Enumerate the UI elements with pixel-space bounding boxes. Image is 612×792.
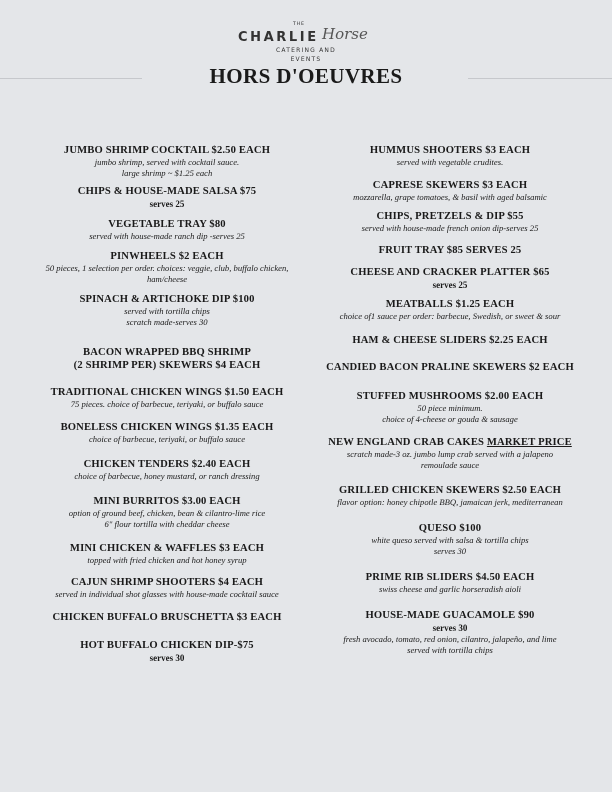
menu-item-name: CHICKEN TENDERS $2.40 EACH [83, 459, 251, 470]
menu-item-name: STUFFED MUSHROOMS $2.00 EACH [356, 391, 544, 402]
menu-item [298, 144, 602, 168]
menu-item-desc: choice of 4-cheese or gouda & sausage [382, 414, 518, 424]
menu-item-name: PINWHEELS $2 EACH [110, 251, 224, 262]
logo-charlie: CHARLIE [238, 30, 319, 45]
menu-item-name: GRILLED CHICKEN SKEWERS $2.50 EACH [338, 485, 562, 496]
menu-item [298, 484, 602, 508]
menu-item-name: CAJUN SHRIMP SHOOTERS $4 EACH [70, 577, 264, 588]
menu-item-name: QUESO $100 [418, 523, 482, 534]
menu-item-name: CHIPS & HOUSE-MADE SALSA $75 [77, 186, 257, 197]
menu-item [298, 571, 602, 595]
menu-item-desc: served in individual shot glasses with house-made cocktail sauce [55, 589, 279, 599]
menu-item-name: MEATBALLS $1.25 EACH [385, 299, 515, 310]
menu-item-desc: remoulade sauce [420, 460, 480, 470]
menu-item-name: MINI CHICKEN & WAFFLES $3 EACH [69, 543, 265, 554]
menu-item-desc: choice of barbecue, honey mustard, or ranch dressing [74, 471, 260, 481]
menu-item [298, 609, 602, 656]
menu-item [298, 298, 602, 322]
menu-item-serves: serves 30 [432, 623, 468, 633]
menu-item [4, 495, 330, 530]
menu-item [298, 179, 602, 203]
menu-item-name-line2: (2 SHRIMP PER) SKEWERS $4 EACH [73, 360, 261, 371]
menu-item [298, 361, 602, 374]
menu-item-desc: 6" flour tortilla with cheddar cheese [104, 519, 230, 529]
menu-item-desc: served with vegetable crudites. [396, 157, 504, 167]
logo-catering: CATERING AND [276, 47, 336, 54]
menu-item-desc: choice of barbecue, teriyaki, or buffalo sauce [88, 434, 246, 444]
menu-item-desc: serves 30 [433, 546, 467, 556]
menu-item-desc: ham/cheese [146, 274, 188, 284]
logo-horse-script: Horse [322, 25, 368, 43]
menu-item-desc: scratch made-serves 30 [126, 317, 208, 327]
menu-item-serves: serves 25 [149, 199, 185, 209]
menu-item [4, 250, 330, 285]
menu-item-desc: 50 piece minimum. [417, 403, 483, 413]
menu-item-name: TRADITIONAL CHICKEN WINGS $1.50 EACH [50, 387, 284, 398]
menu-item [298, 390, 602, 425]
menu-column-left [4, 144, 330, 672]
menu-item-name: FRUIT TRAY $85 SERVES 25 [378, 245, 522, 256]
menu-item-desc: served with house-made french onion dip-serves 25 [361, 223, 539, 233]
menu-item [298, 244, 602, 257]
menu-item-desc: option of ground beef, chicken, bean & cilantro-lime rice [68, 508, 266, 518]
menu-item [298, 266, 602, 291]
menu-item-name: HOT BUFFALO CHICKEN DIP-$75 [80, 640, 254, 651]
menu-item-name: CHIPS, PRETZELS & DIP $55 [376, 211, 524, 222]
menu-item-desc: served with tortilla chips [124, 306, 210, 316]
page-title: HORS D'OEUVRES [209, 64, 403, 88]
menu-item-name: MINI BURRITOS $3.00 EACH [93, 496, 241, 507]
menu-item-name: HUMMUS SHOOTERS $3 EACH [369, 145, 531, 156]
menu-item-name: CHEESE AND CRACKER PLATTER $65 [350, 267, 550, 278]
menu-item-desc: topped with fried chicken and hot honey syrup [87, 555, 247, 565]
menu-item [4, 293, 330, 328]
menu-item [4, 576, 330, 600]
menu-item-desc: choice of1 sauce per order: barbecue, Swedish, or sweet & sour [339, 311, 561, 321]
logo [0, 20, 612, 70]
menu-item-desc: flavor option: honey chipotle BBQ, jamaican jerk, mediterranean [337, 497, 563, 507]
menu-item [4, 542, 330, 566]
menu-item-name: CANDIED BACON PRALINE SKEWERS $2 EACH [326, 362, 574, 373]
menu-item-name: HAM & CHEESE SLIDERS $2.25 EACH [352, 335, 548, 346]
menu-column-right [298, 144, 602, 664]
menu-item-desc: mozzarella, grape tomatoes, & basil with aged balsamic [353, 192, 547, 202]
menu-item [4, 458, 330, 482]
menu-item [298, 210, 602, 234]
menu-item-desc: fresh avocado, tomato, red onion, cilantro, jalapeño, and lime [343, 634, 557, 644]
menu-item-name: CHICKEN BUFFALO BRUSCHETTA $3 EACH [52, 612, 282, 623]
menu-item [4, 639, 330, 664]
menu-item-name: BACON WRAPPED BBQ SHRIMP [83, 347, 251, 358]
menu-item-desc: jumbo shrimp, served with cocktail sauce. [94, 157, 240, 167]
menu-item-name: PRIME RIB SLIDERS $4.50 EACH [365, 572, 535, 583]
menu-item-name: HOUSE-MADE GUACAMOLE $90 [365, 610, 535, 621]
menu-item [4, 421, 330, 445]
menu-item-desc: served with house-made ranch dip -serves 25 [89, 231, 245, 241]
menu-item-name: VEGETABLE TRAY $80 [108, 219, 226, 230]
menu-item [4, 144, 330, 179]
menu-item-name: SPINACH & ARTICHOKE DIP $100 [79, 294, 255, 305]
menu-item-desc: 75 pieces. choice of barbecue, teriyaki, or buffalo sauce [70, 399, 264, 409]
menu-item-name-text: NEW ENGLAND CRAB CAKES [328, 437, 485, 448]
menu-item [4, 218, 330, 242]
menu-item-name: JUMBO SHRIMP COCKTAIL $2.50 EACH [63, 145, 271, 156]
menu-item [4, 611, 330, 624]
menu-item-desc: swiss cheese and garlic horseradish aioli [378, 584, 522, 594]
menu-item [4, 386, 330, 410]
menu-item-desc: large shrimp ~ $1.25 each [121, 168, 213, 178]
menu-item-desc: served with tortilla chips [407, 645, 493, 655]
menu-item [4, 346, 330, 372]
menu-item [298, 522, 602, 557]
menu-item [298, 436, 602, 471]
menu-item-name [298, 436, 602, 449]
logo-the: THE [293, 22, 305, 27]
menu-item-serves: serves 30 [149, 653, 185, 663]
logo-events: EVENTS [290, 56, 322, 63]
menu-item-desc: white queso served with salsa & tortilla chips [371, 535, 529, 545]
menu-item [298, 334, 602, 347]
menu-item-name: CAPRESE SKEWERS $3 EACH [372, 180, 528, 191]
menu-item-desc: 50 pieces, 1 selection per order. choices: veggie, club, buffalo chicken, [45, 263, 289, 273]
menu-item [4, 185, 330, 210]
menu-item-name: BONELESS CHICKEN WINGS $1.35 EACH [60, 422, 274, 433]
menu-item-desc: scratch made-3 oz. jumbo lump crab served with a jalapeno [346, 449, 554, 459]
menu-item-serves: serves 25 [432, 280, 468, 290]
market-price-label: MARKET PRICE [486, 437, 572, 448]
